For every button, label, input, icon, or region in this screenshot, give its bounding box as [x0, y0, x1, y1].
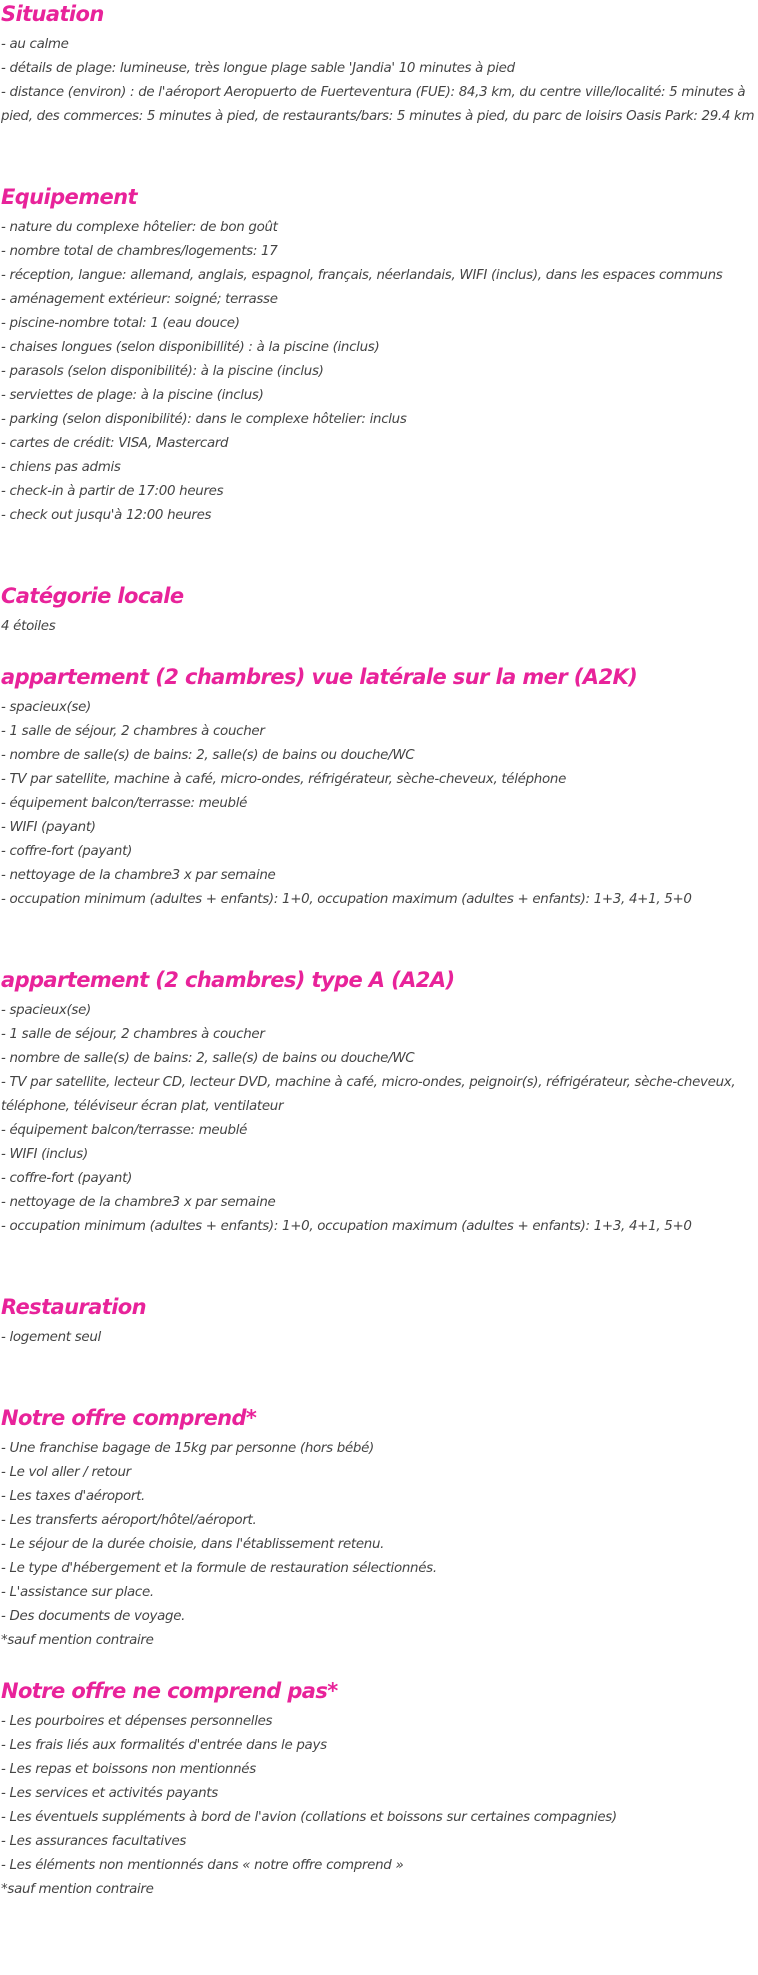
list-item: - Des documents de voyage. [1, 1609, 186, 1624]
list-item: - WIFI (inclus) [1, 1147, 88, 1162]
list-item: - nettoyage de la chambre3 x par semaine [1, 1195, 276, 1210]
list-item: - occupation minimum (adultes + enfants): 1+0, occupation maximum (adultes + enfants): 1+3, 4+1, 5+0 [1, 892, 692, 907]
list-item: - Les taxes d'aéroport. [1, 1489, 145, 1504]
section-title: appartement (2 chambres) vue latérale sur la mer (A2K) [1, 665, 638, 689]
spacer [1, 1350, 758, 1404]
spacer [1, 639, 758, 663]
list-item: - chaises longues (selon disponibillité) : à la piscine (inclus) [1, 340, 380, 355]
list-item: - coffre-fort (payant) [1, 1171, 132, 1186]
section-restauration [1, 1293, 758, 1350]
list-item: - Le vol aller / retour [1, 1465, 131, 1480]
list-item: - Une franchise bagage de 15kg par personne (hors bébé) [1, 1441, 374, 1456]
section-situation [1, 0, 758, 129]
list-item: - Les repas et boissons non mentionnés [1, 1762, 256, 1777]
section-categorie-locale [1, 582, 758, 639]
list-item: - nature du complexe hôtelier: de bon goût [1, 220, 278, 235]
list-item: - réception, langue: allemand, anglais, espagnol, français, néerlandais, WIFI (inclus), dans les espaces communs [1, 268, 723, 283]
list-item: - logement seul [1, 1330, 101, 1345]
list-item: - Les éventuels suppléments à bord de l'avion (collations et boissons sur certaines compagnies) [1, 1810, 617, 1825]
list-item: - occupation minimum (adultes + enfants): 1+0, occupation maximum (adultes + enfants): 1+3, 4+1, 5+0 [1, 1219, 692, 1234]
section-title: Equipement [1, 185, 137, 209]
section-title: Notre offre ne comprend pas* [1, 1679, 338, 1703]
list-item: - nombre total de chambres/logements: 17 [1, 244, 278, 259]
list-item: - spacieux(se) [1, 700, 91, 715]
spacer [1, 528, 758, 582]
spacer [1, 1239, 758, 1293]
section-title: Notre offre comprend* [1, 1406, 257, 1430]
section-offre-comprend [1, 1404, 758, 1653]
section-lines [1, 1710, 758, 1878]
list-item: - nombre de salle(s) de bains: 2, salle(s) de bains ou douche/WC [1, 748, 415, 763]
list-item: - WIFI (payant) [1, 820, 96, 835]
section-title: Situation [1, 2, 104, 26]
section-lines [1, 615, 758, 639]
list-item: - Les frais liés aux formalités d'entrée dans le pays [1, 1738, 327, 1753]
footnote: *sauf mention contraire [1, 1633, 154, 1648]
list-item: - Le type d'hébergement et la formule de restauration sélectionnés. [1, 1561, 437, 1576]
list-item: - check-in à partir de 17:00 heures [1, 484, 224, 499]
list-item: - nombre de salle(s) de bains: 2, salle(s) de bains ou douche/WC [1, 1051, 415, 1066]
list-item: - spacieux(se) [1, 1003, 91, 1018]
list-item: - piscine-nombre total: 1 (eau douce) [1, 316, 240, 331]
list-item: - parking (selon disponibilité): dans le complexe hôtelier: inclus [1, 412, 407, 427]
list-item: - coffre-fort (payant) [1, 844, 132, 859]
section-title: appartement (2 chambres) type A (A2A) [1, 968, 455, 992]
list-item: - Les transferts aéroport/hôtel/aéroport. [1, 1513, 257, 1528]
spacer [1, 912, 758, 966]
section-lines [1, 33, 758, 129]
section-lines [1, 1437, 758, 1629]
list-item: - TV par satellite, machine à café, micro-ondes, réfrigérateur, sèche-cheveux, téléphone [1, 772, 567, 787]
section-title: Restauration [1, 1295, 146, 1319]
list-item: - cartes de crédit: VISA, Mastercard [1, 436, 229, 451]
list-item: - au calme [1, 37, 69, 52]
list-item: - Les services et activités payants [1, 1786, 218, 1801]
section-equipement [1, 183, 758, 528]
section-offre-ne-comprend-pas [1, 1677, 758, 1902]
section-lines [1, 999, 758, 1239]
list-item: 4 étoiles [1, 619, 56, 634]
list-item: - détails de plage: lumineuse, très longue plage sable 'Jandia' 10 minutes à pied [1, 61, 515, 76]
list-item: - équipement balcon/terrasse: meublé [1, 796, 248, 811]
list-item: - Les assurances facultatives [1, 1834, 187, 1849]
list-item: - Les éléments non mentionnés dans « notre offre comprend » [1, 1858, 404, 1873]
footnote: *sauf mention contraire [1, 1882, 154, 1897]
list-item: - serviettes de plage: à la piscine (inclus) [1, 388, 264, 403]
section-lines [1, 216, 758, 528]
section-title: Catégorie locale [1, 584, 184, 608]
section-appartement-a2a [1, 966, 758, 1239]
section-appartement-a2k [1, 663, 758, 912]
list-item: - équipement balcon/terrasse: meublé [1, 1123, 248, 1138]
list-item: - chiens pas admis [1, 460, 121, 475]
list-item: - L'assistance sur place. [1, 1585, 154, 1600]
section-lines [1, 696, 758, 912]
list-item: - parasols (selon disponibilité): à la piscine (inclus) [1, 364, 324, 379]
list-item: - nettoyage de la chambre3 x par semaine [1, 868, 276, 883]
spacer [1, 1653, 758, 1677]
section-lines [1, 1326, 758, 1350]
spacer [1, 129, 758, 183]
list-item: - aménagement extérieur: soigné; terrasse [1, 292, 278, 307]
list-item: - 1 salle de séjour, 2 chambres à coucher [1, 1027, 265, 1042]
list-item: - TV par satellite, lecteur CD, lecteur DVD, machine à café, micro-ondes, peignoir(s), réfrigérateur, sèche-cheveux, téléphone, téléviseur écran plat, ventilateur [1, 1075, 736, 1114]
list-item: - distance (environ) : de l'aéroport Aeropuerto de Fuerteventura (FUE): 84,3 km, du centre ville/localité: 5 minutes à pied, des commerces: 5 minutes à pied, de restaurants/bars: 5 minutes à pied, du parc de loisirs Oasis Park: 29.4 km [1, 85, 755, 124]
list-item: - Les pourboires et dépenses personnelles [1, 1714, 273, 1729]
list-item: - 1 salle de séjour, 2 chambres à coucher [1, 724, 265, 739]
list-item: - Le séjour de la durée choisie, dans l'établissement retenu. [1, 1537, 385, 1552]
list-item: - check out jusqu'à 12:00 heures [1, 508, 212, 523]
